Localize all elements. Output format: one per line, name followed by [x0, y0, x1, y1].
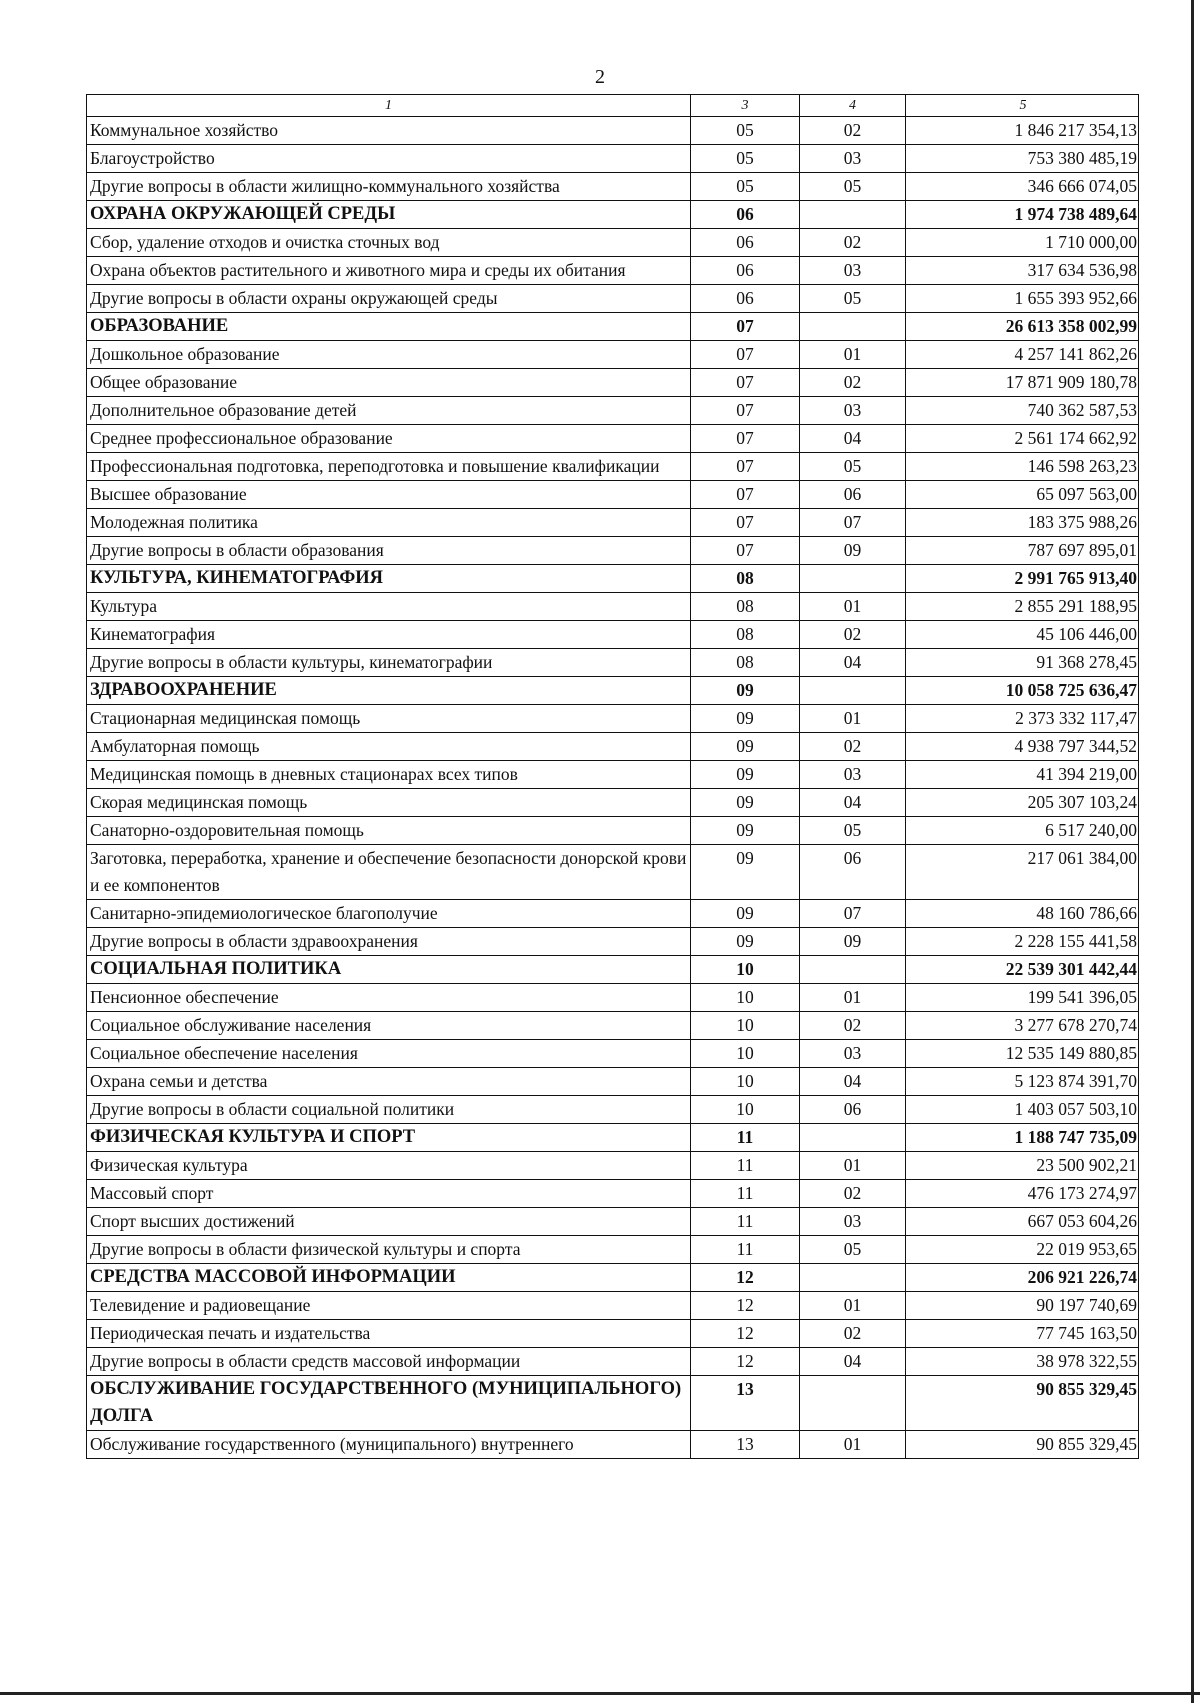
row-section-code-cell: 08	[691, 593, 800, 621]
budget-table	[86, 94, 1139, 1459]
row-subsection-code-cell: 01	[800, 984, 906, 1012]
row-amount-cell: 77 745 163,50	[906, 1320, 1139, 1348]
row-section-code-cell: 10	[691, 984, 800, 1012]
row-amount-cell: 65 097 563,00	[906, 481, 1139, 509]
row-section-code-cell: 12	[691, 1264, 800, 1292]
row-subsection-code-cell: 03	[800, 257, 906, 285]
row-section-code-cell: 06	[691, 229, 800, 257]
row-amount-cell: 2 561 174 662,92	[906, 425, 1139, 453]
row-amount-cell: 90 855 329,45	[906, 1431, 1139, 1459]
table-row	[87, 509, 1139, 537]
row-amount-cell: 4 938 797 344,52	[906, 733, 1139, 761]
row-name-cell: Кинематография	[87, 621, 691, 649]
table-row	[87, 1180, 1139, 1208]
row-section-code-cell: 12	[691, 1348, 800, 1376]
row-subsection-code-cell: 04	[800, 425, 906, 453]
row-subsection-code-cell: 05	[800, 173, 906, 201]
row-amount-cell: 787 697 895,01	[906, 537, 1139, 565]
row-amount-cell: 1 974 738 489,64	[906, 201, 1139, 229]
table-row	[87, 845, 1139, 900]
row-subsection-code-cell: 06	[800, 845, 906, 900]
row-subsection-code-cell: 02	[800, 1180, 906, 1208]
row-section-code-cell: 10	[691, 1068, 800, 1096]
table-row	[87, 817, 1139, 845]
row-section-code-cell: 10	[691, 956, 800, 984]
row-subsection-code-cell: 06	[800, 481, 906, 509]
row-subsection-code-cell: 03	[800, 145, 906, 173]
row-name-cell: Другие вопросы в области культуры, кинематографии	[87, 649, 691, 677]
row-subsection-code-cell	[800, 1124, 906, 1152]
row-section-code-cell: 09	[691, 817, 800, 845]
row-amount-cell: 740 362 587,53	[906, 397, 1139, 425]
table-row	[87, 928, 1139, 956]
section-row	[87, 1264, 1139, 1292]
row-subsection-code-cell: 09	[800, 928, 906, 956]
row-name-cell: Другие вопросы в области социальной политики	[87, 1096, 691, 1124]
table-row	[87, 117, 1139, 145]
row-amount-cell: 205 307 103,24	[906, 789, 1139, 817]
row-section-code-cell: 08	[691, 621, 800, 649]
row-section-code-cell: 07	[691, 313, 800, 341]
row-subsection-code-cell	[800, 956, 906, 984]
row-section-code-cell: 06	[691, 257, 800, 285]
row-section-code-cell: 10	[691, 1040, 800, 1068]
row-subsection-code-cell: 01	[800, 1431, 906, 1459]
row-subsection-code-cell: 02	[800, 1012, 906, 1040]
row-name-cell: Спорт высших достижений	[87, 1208, 691, 1236]
row-amount-cell: 91 368 278,45	[906, 649, 1139, 677]
table-row	[87, 173, 1139, 201]
table-row	[87, 145, 1139, 173]
section-row	[87, 677, 1139, 705]
row-section-code-cell: 05	[691, 145, 800, 173]
table-row	[87, 1292, 1139, 1320]
row-name-cell: Скорая медицинская помощь	[87, 789, 691, 817]
row-section-code-cell: 07	[691, 369, 800, 397]
row-section-code-cell: 09	[691, 705, 800, 733]
row-amount-cell: 4 257 141 862,26	[906, 341, 1139, 369]
row-name-cell: Санитарно-эпидемиологическое благополучие	[87, 900, 691, 928]
row-name-cell: Другие вопросы в области физической культуры и спорта	[87, 1236, 691, 1264]
row-name-cell: Пенсионное обеспечение	[87, 984, 691, 1012]
column-number-header-row	[87, 95, 1139, 117]
row-name-cell: Другие вопросы в области охраны окружающей среды	[87, 285, 691, 313]
row-amount-cell: 1 846 217 354,13	[906, 117, 1139, 145]
row-amount-cell: 476 173 274,97	[906, 1180, 1139, 1208]
row-section-code-cell: 11	[691, 1208, 800, 1236]
row-subsection-code-cell: 01	[800, 593, 906, 621]
row-subsection-code-cell: 04	[800, 649, 906, 677]
table-row	[87, 425, 1139, 453]
row-amount-cell: 217 061 384,00	[906, 845, 1139, 900]
row-name-cell: Сбор, удаление отходов и очистка сточных вод	[87, 229, 691, 257]
row-subsection-code-cell	[800, 1264, 906, 1292]
row-section-code-cell: 05	[691, 117, 800, 145]
row-amount-cell: 22 019 953,65	[906, 1236, 1139, 1264]
row-amount-cell: 2 991 765 913,40	[906, 565, 1139, 593]
table-row	[87, 453, 1139, 481]
section-row	[87, 565, 1139, 593]
column-4-header: 4	[800, 95, 906, 117]
row-amount-cell: 23 500 902,21	[906, 1152, 1139, 1180]
row-amount-cell: 1 655 393 952,66	[906, 285, 1139, 313]
row-name-cell: Культура	[87, 593, 691, 621]
row-subsection-code-cell: 05	[800, 817, 906, 845]
row-name-cell: Другие вопросы в области образования	[87, 537, 691, 565]
column-5-header: 5	[906, 95, 1139, 117]
row-section-code-cell: 12	[691, 1320, 800, 1348]
row-amount-cell: 45 106 446,00	[906, 621, 1139, 649]
row-name-cell: Охрана семьи и детства	[87, 1068, 691, 1096]
row-section-code-cell: 11	[691, 1124, 800, 1152]
row-subsection-code-cell: 03	[800, 1040, 906, 1068]
row-name-cell: ЗДРАВООХРАНЕНИЕ	[87, 677, 691, 705]
row-subsection-code-cell: 01	[800, 341, 906, 369]
row-name-cell: Молодежная политика	[87, 509, 691, 537]
row-subsection-code-cell: 05	[800, 285, 906, 313]
row-name-cell: Обслуживание государственного (муниципального) внутреннего	[87, 1431, 691, 1459]
table-row	[87, 537, 1139, 565]
row-amount-cell: 3 277 678 270,74	[906, 1012, 1139, 1040]
table-row	[87, 621, 1139, 649]
row-name-cell: СРЕДСТВА МАССОВОЙ ИНФОРМАЦИИ	[87, 1264, 691, 1292]
row-name-cell: ОХРАНА ОКРУЖАЮЩЕЙ СРЕДЫ	[87, 201, 691, 229]
row-amount-cell: 12 535 149 880,85	[906, 1040, 1139, 1068]
row-amount-cell: 1 188 747 735,09	[906, 1124, 1139, 1152]
table-row	[87, 900, 1139, 928]
row-name-cell: Среднее профессиональное образование	[87, 425, 691, 453]
row-section-code-cell: 07	[691, 453, 800, 481]
row-amount-cell: 206 921 226,74	[906, 1264, 1139, 1292]
row-section-code-cell: 10	[691, 1012, 800, 1040]
table-row	[87, 1208, 1139, 1236]
row-name-cell: Другие вопросы в области жилищно-коммунального хозяйства	[87, 173, 691, 201]
table-row	[87, 1320, 1139, 1348]
table-row	[87, 1348, 1139, 1376]
row-section-code-cell: 05	[691, 173, 800, 201]
row-subsection-code-cell: 01	[800, 1152, 906, 1180]
row-subsection-code-cell	[800, 313, 906, 341]
row-subsection-code-cell: 05	[800, 453, 906, 481]
row-amount-cell: 317 634 536,98	[906, 257, 1139, 285]
table-row	[87, 649, 1139, 677]
row-section-code-cell: 07	[691, 425, 800, 453]
row-amount-cell: 2 228 155 441,58	[906, 928, 1139, 956]
row-subsection-code-cell: 07	[800, 900, 906, 928]
row-subsection-code-cell: 03	[800, 1208, 906, 1236]
row-name-cell: КУЛЬТУРА, КИНЕМАТОГРАФИЯ	[87, 565, 691, 593]
row-name-cell: Высшее образование	[87, 481, 691, 509]
row-name-cell: Заготовка, переработка, хранение и обеспечение безопасности донорской крови и ее компонентов	[87, 845, 691, 900]
section-row	[87, 956, 1139, 984]
row-subsection-code-cell: 02	[800, 733, 906, 761]
row-name-cell: Физическая культура	[87, 1152, 691, 1180]
row-amount-cell: 199 541 396,05	[906, 984, 1139, 1012]
row-section-code-cell: 07	[691, 397, 800, 425]
row-amount-cell: 2 855 291 188,95	[906, 593, 1139, 621]
table-row	[87, 789, 1139, 817]
table-row	[87, 761, 1139, 789]
row-name-cell: Другие вопросы в области здравоохранения	[87, 928, 691, 956]
row-section-code-cell: 07	[691, 481, 800, 509]
row-subsection-code-cell: 04	[800, 1348, 906, 1376]
row-subsection-code-cell: 02	[800, 229, 906, 257]
row-amount-cell: 1 710 000,00	[906, 229, 1139, 257]
row-section-code-cell: 09	[691, 761, 800, 789]
row-amount-cell: 26 613 358 002,99	[906, 313, 1139, 341]
row-section-code-cell: 09	[691, 928, 800, 956]
row-section-code-cell: 11	[691, 1236, 800, 1264]
table-row	[87, 733, 1139, 761]
row-amount-cell: 17 871 909 180,78	[906, 369, 1139, 397]
row-section-code-cell: 09	[691, 733, 800, 761]
section-row	[87, 1376, 1139, 1431]
row-name-cell: Другие вопросы в области средств массовой информации	[87, 1348, 691, 1376]
row-name-cell: Охрана объектов растительного и животного мира и среды их обитания	[87, 257, 691, 285]
row-amount-cell: 41 394 219,00	[906, 761, 1139, 789]
row-name-cell: Медицинская помощь в дневных стационарах всех типов	[87, 761, 691, 789]
row-amount-cell: 2 373 332 117,47	[906, 705, 1139, 733]
row-section-code-cell: 13	[691, 1431, 800, 1459]
row-section-code-cell: 06	[691, 285, 800, 313]
row-name-cell: Дошкольное образование	[87, 341, 691, 369]
row-subsection-code-cell: 03	[800, 397, 906, 425]
row-amount-cell: 667 053 604,26	[906, 1208, 1139, 1236]
row-section-code-cell: 11	[691, 1180, 800, 1208]
table-row	[87, 397, 1139, 425]
row-subsection-code-cell: 01	[800, 1292, 906, 1320]
row-name-cell: Социальное обеспечение населения	[87, 1040, 691, 1068]
table-row	[87, 1040, 1139, 1068]
row-subsection-code-cell: 04	[800, 1068, 906, 1096]
row-section-code-cell: 10	[691, 1096, 800, 1124]
row-subsection-code-cell: 02	[800, 621, 906, 649]
table-row	[87, 1431, 1139, 1459]
column-3-header: 3	[691, 95, 800, 117]
table-row	[87, 285, 1139, 313]
page-number: 2	[595, 66, 605, 88]
row-subsection-code-cell	[800, 565, 906, 593]
table-row	[87, 1012, 1139, 1040]
row-section-code-cell: 13	[691, 1376, 800, 1431]
row-section-code-cell: 09	[691, 900, 800, 928]
section-row	[87, 1124, 1139, 1152]
table-row	[87, 1152, 1139, 1180]
row-name-cell: Дополнительное образование детей	[87, 397, 691, 425]
row-amount-cell: 146 598 263,23	[906, 453, 1139, 481]
row-section-code-cell: 11	[691, 1152, 800, 1180]
section-row	[87, 201, 1139, 229]
table-row	[87, 1096, 1139, 1124]
row-name-cell: Стационарная медицинская помощь	[87, 705, 691, 733]
page-bottom-spacer	[86, 1558, 1138, 1559]
row-name-cell: Амбулаторная помощь	[87, 733, 691, 761]
row-name-cell: ОБСЛУЖИВАНИЕ ГОСУДАРСТВЕННОГО (МУНИЦИПАЛЬНОГО) ДОЛГА	[87, 1376, 691, 1431]
row-section-code-cell: 06	[691, 201, 800, 229]
row-name-cell: ФИЗИЧЕСКАЯ КУЛЬТУРА И СПОРТ	[87, 1124, 691, 1152]
row-subsection-code-cell	[800, 677, 906, 705]
table-row	[87, 984, 1139, 1012]
row-subsection-code-cell: 02	[800, 1320, 906, 1348]
table-row	[87, 229, 1139, 257]
row-name-cell: Массовый спорт	[87, 1180, 691, 1208]
row-name-cell: Общее образование	[87, 369, 691, 397]
row-subsection-code-cell	[800, 201, 906, 229]
table-row	[87, 481, 1139, 509]
row-subsection-code-cell: 09	[800, 537, 906, 565]
row-subsection-code-cell: 05	[800, 1236, 906, 1264]
row-subsection-code-cell	[800, 1376, 906, 1431]
row-name-cell: СОЦИАЛЬНАЯ ПОЛИТИКА	[87, 956, 691, 984]
row-amount-cell: 5 123 874 391,70	[906, 1068, 1139, 1096]
row-amount-cell: 183 375 988,26	[906, 509, 1139, 537]
row-amount-cell: 90 197 740,69	[906, 1292, 1139, 1320]
row-name-cell: Социальное обслуживание населения	[87, 1012, 691, 1040]
section-row	[87, 313, 1139, 341]
table-row	[87, 257, 1139, 285]
row-amount-cell: 1 403 057 503,10	[906, 1096, 1139, 1124]
table-row	[87, 369, 1139, 397]
row-subsection-code-cell: 02	[800, 117, 906, 145]
row-amount-cell: 6 517 240,00	[906, 817, 1139, 845]
row-section-code-cell: 12	[691, 1292, 800, 1320]
row-subsection-code-cell: 04	[800, 789, 906, 817]
scan-border-bottom	[0, 1692, 1200, 1695]
row-name-cell: Телевидение и радиовещание	[87, 1292, 691, 1320]
table-row	[87, 1068, 1139, 1096]
table-row	[87, 705, 1139, 733]
row-subsection-code-cell: 02	[800, 369, 906, 397]
row-name-cell: ОБРАЗОВАНИЕ	[87, 313, 691, 341]
row-name-cell: Санаторно-оздоровительная помощь	[87, 817, 691, 845]
row-section-code-cell: 08	[691, 649, 800, 677]
row-name-cell: Благоустройство	[87, 145, 691, 173]
row-amount-cell: 22 539 301 442,44	[906, 956, 1139, 984]
row-subsection-code-cell: 01	[800, 705, 906, 733]
row-amount-cell: 10 058 725 636,47	[906, 677, 1139, 705]
row-section-code-cell: 08	[691, 565, 800, 593]
row-subsection-code-cell: 03	[800, 761, 906, 789]
table-row	[87, 341, 1139, 369]
table-row	[87, 1236, 1139, 1264]
row-subsection-code-cell: 06	[800, 1096, 906, 1124]
row-amount-cell: 346 666 074,05	[906, 173, 1139, 201]
row-name-cell: Коммунальное хозяйство	[87, 117, 691, 145]
column-1-header: 1	[87, 95, 691, 117]
scan-border-right	[1191, 0, 1194, 1703]
row-section-code-cell: 07	[691, 341, 800, 369]
row-amount-cell: 38 978 322,55	[906, 1348, 1139, 1376]
table-row	[87, 593, 1139, 621]
row-name-cell: Профессиональная подготовка, переподготовка и повышение квалификации	[87, 453, 691, 481]
row-amount-cell: 90 855 329,45	[906, 1376, 1139, 1431]
row-amount-cell: 753 380 485,19	[906, 145, 1139, 173]
row-amount-cell: 48 160 786,66	[906, 900, 1139, 928]
row-subsection-code-cell: 07	[800, 509, 906, 537]
row-section-code-cell: 07	[691, 509, 800, 537]
row-section-code-cell: 09	[691, 677, 800, 705]
row-section-code-cell: 09	[691, 845, 800, 900]
row-section-code-cell: 09	[691, 789, 800, 817]
budget-table-body	[87, 95, 1139, 1459]
row-name-cell: Периодическая печать и издательства	[87, 1320, 691, 1348]
row-section-code-cell: 07	[691, 537, 800, 565]
